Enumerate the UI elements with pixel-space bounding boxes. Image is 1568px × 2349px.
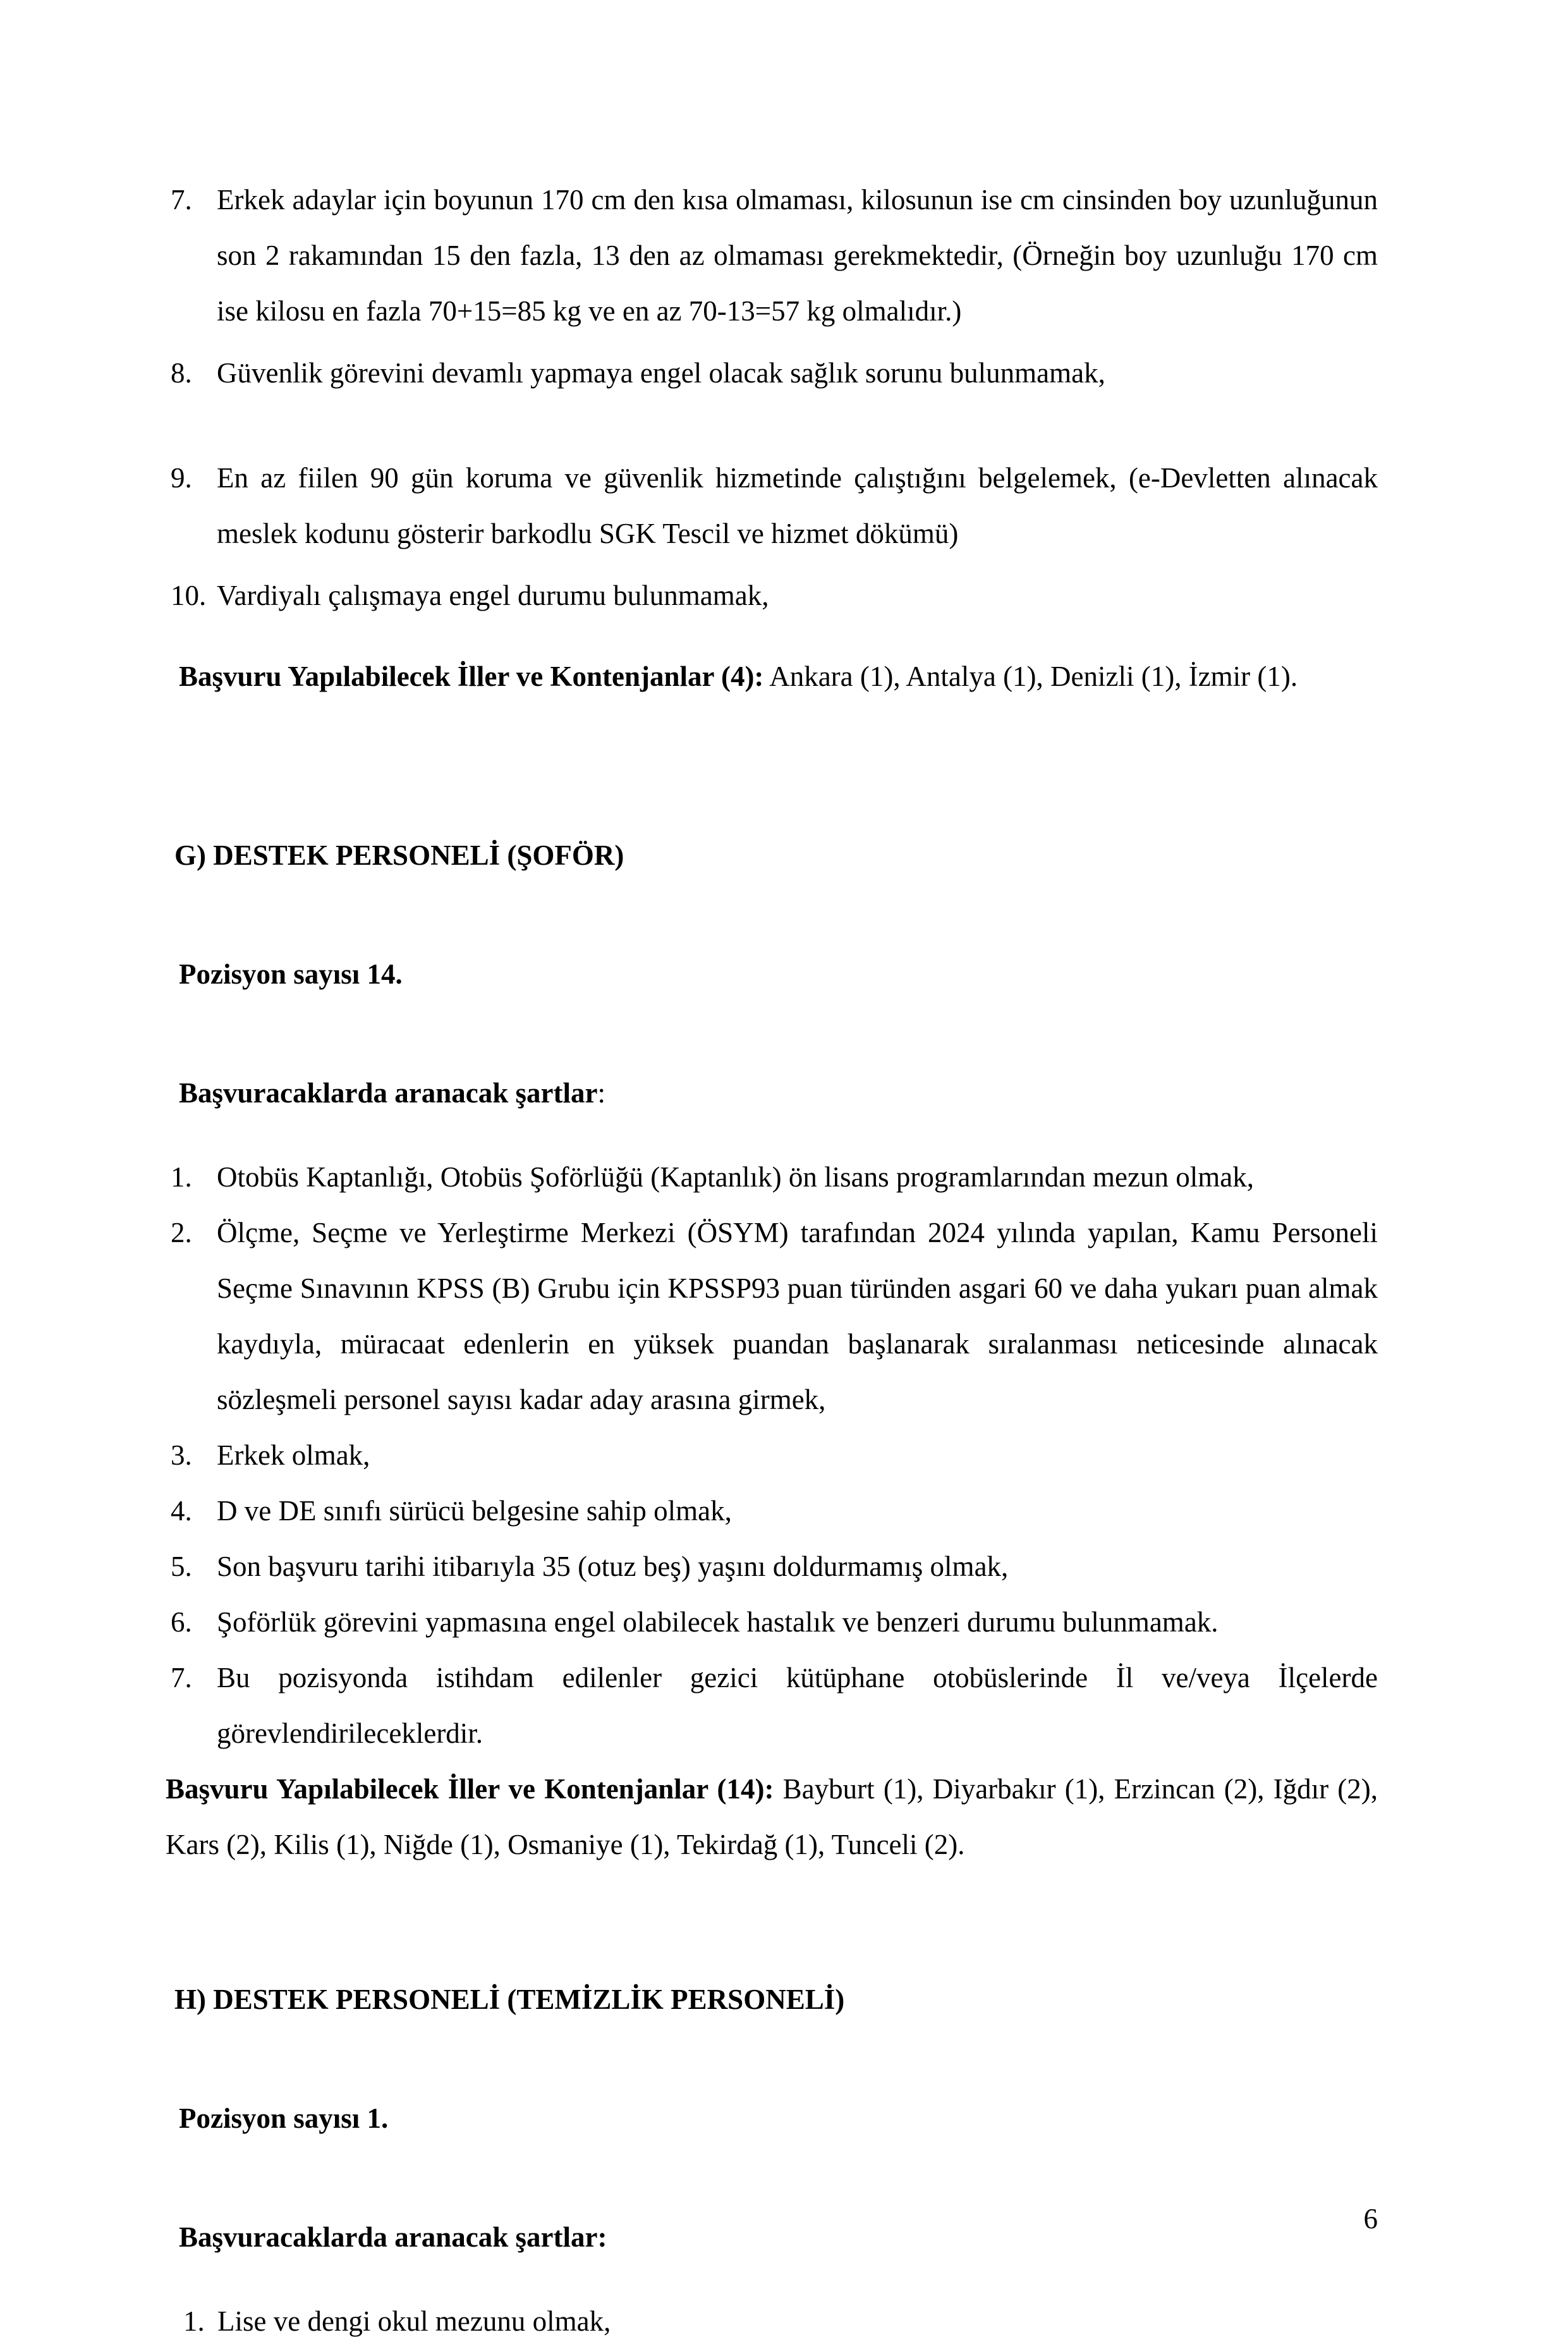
requirements-label-g-text: Başvuracaklarda aranacak şartlar — [179, 1077, 598, 1109]
list-item — [166, 1427, 1378, 1483]
spacer — [166, 2056, 1378, 2062]
list-item-text: Ölçme, Seçme ve Yerleştirme Merkezi (ÖSYM) tarafından 2024 yılında yapılan, Kamu Personeli Seçme Sınavının KPSS (B) Grubu için KPSSP93 puan türünden asgari 60 ve daha yukarı puan almak kaydıyla, müracaat edenlerin en yüksek puandan başlanarak sıralanması neticesinde alınacak sözleşmeli personel sayısı kadar aday arasına girmek, — [217, 1217, 1378, 1415]
requirements-label-h: Başvuracaklarda aranacak şartlar: — [179, 2221, 607, 2253]
list-item-text: Lise ve dengi okul mezunu olmak, — [217, 2305, 611, 2337]
spacer — [166, 704, 1378, 799]
list-item-number: 2. — [171, 1217, 192, 1248]
list-item-number: 4. — [171, 1495, 192, 1527]
provinces-paragraph-f — [166, 649, 1378, 704]
list-item-number: 6. — [171, 1606, 192, 1638]
list-item-text: Erkek olmak, — [217, 1439, 370, 1471]
list-item — [166, 1650, 1378, 1761]
list-item-number: 10. — [171, 580, 207, 611]
list-item-number: 1. — [171, 1161, 192, 1193]
list-item — [166, 345, 1378, 401]
list-item-text: Güvenlik görevini devamlı yapmaya engel olacak sağlık sorunu bulunmamak, — [217, 357, 1105, 389]
list-item-number: 1. — [183, 2305, 205, 2337]
page-number: 6 — [1363, 2203, 1378, 2235]
list-item-text: Bu pozisyonda istihdam edilenler gezici kütüphane otobüslerinde İl ve/veya İlçelerde görevlendirileceklerdir. — [217, 1662, 1378, 1749]
spacer — [166, 339, 1378, 345]
list-item — [166, 172, 1378, 339]
spacer — [166, 1872, 1378, 1943]
position-count-h: Pozisyon sayısı 1. — [179, 2102, 389, 2134]
spacer — [166, 912, 1378, 918]
list-item-number: 3. — [171, 1439, 192, 1471]
spacer — [166, 401, 1378, 450]
list-item-number: 7. — [171, 184, 192, 216]
list-item-text: D ve DE sınıfı sürücü belgesine sahip olmak, — [217, 1495, 732, 1527]
list-item — [166, 2293, 1378, 2349]
list-item — [166, 568, 1378, 623]
list-item — [166, 450, 1378, 561]
list-item — [166, 1205, 1378, 1427]
list-item — [166, 1483, 1378, 1539]
list-item-text: Şoförlük görevini yapmasına engel olabilecek hastalık ve benzeri durumu bulunmamak. — [217, 1606, 1219, 1638]
page-content — [166, 172, 1378, 2349]
list-item-text: En az fiilen 90 gün koruma ve güvenlik hizmetinde çalıştığını belgelemek, (e-Devletten alınacak meslek kodunu gösterir barkodlu SGK Tescil ve hizmet dökümü) — [217, 462, 1378, 549]
list-item-text: Otobüs Kaptanlığı, Otobüs Şoförlüğü (Kaptanlık) ön lisans programlarından mezun olmak, — [217, 1161, 1254, 1193]
spacer — [166, 623, 1378, 649]
provinces-value-f: Ankara (1), Antalya (1), Denizli (1), İzmir (1). — [763, 661, 1298, 692]
list-item-number: 8. — [171, 357, 192, 389]
spacer — [166, 1030, 1378, 1037]
spacer — [166, 2175, 1378, 2181]
spacer — [166, 561, 1378, 568]
list-item-number: 5. — [171, 1551, 192, 1582]
list-item-text: Vardiyalı çalışmaya engel durumu bulunmamak, — [217, 580, 769, 611]
list-item-number: 9. — [171, 462, 192, 494]
provinces-paragraph-g — [166, 1761, 1378, 1872]
list-item — [166, 1594, 1378, 1650]
section-heading-g: G) DESTEK PERSONELİ (ŞOFÖR) — [174, 839, 624, 871]
requirements-label-g-colon: : — [597, 1077, 605, 1109]
position-count-g: Pozisyon sayısı 14. — [179, 958, 403, 990]
list-item-text: Erkek adaylar için boyunun 170 cm den kısa olmaması, kilosunun ise cm cinsinden boy uzunluğunun son 2 rakamından 15 den fazla, 13 den az olmaması gerekmektedir, (Örneğin boy uzunluğu 170 cm ise kilosu en fazla 70+15=85 kg ve en az 70-13=57 kg olmalıdır.) — [217, 184, 1378, 327]
list-item — [166, 1539, 1378, 1594]
list-item — [166, 1149, 1378, 1205]
list-item-number: 7. — [171, 1662, 192, 1693]
provinces-label-g: Başvuru Yapılabilecek İller ve Kontenjanlar (14): — [166, 1773, 774, 1805]
section-heading-h: H) DESTEK PERSONELİ (TEMİZLİK PERSONELİ) — [174, 1984, 845, 2015]
provinces-value-g: Bayburt (1), Diyarbakır (1), Erzincan (2), Iğdır (2), Kars (2), Kilis (1), Niğde (1), Osmaniye (1), Tekirdağ (1), Tunceli (2). — [166, 1773, 1378, 1860]
list-item-text: Son başvuru tarihi itibarıyla 35 (otuz beş) yaşını doldurmamış olmak, — [217, 1551, 1009, 1582]
provinces-label-f: Başvuru Yapılabilecek İller ve Kontenjanlar (4): — [179, 661, 764, 692]
requirements-label-g — [166, 1065, 1378, 1121]
